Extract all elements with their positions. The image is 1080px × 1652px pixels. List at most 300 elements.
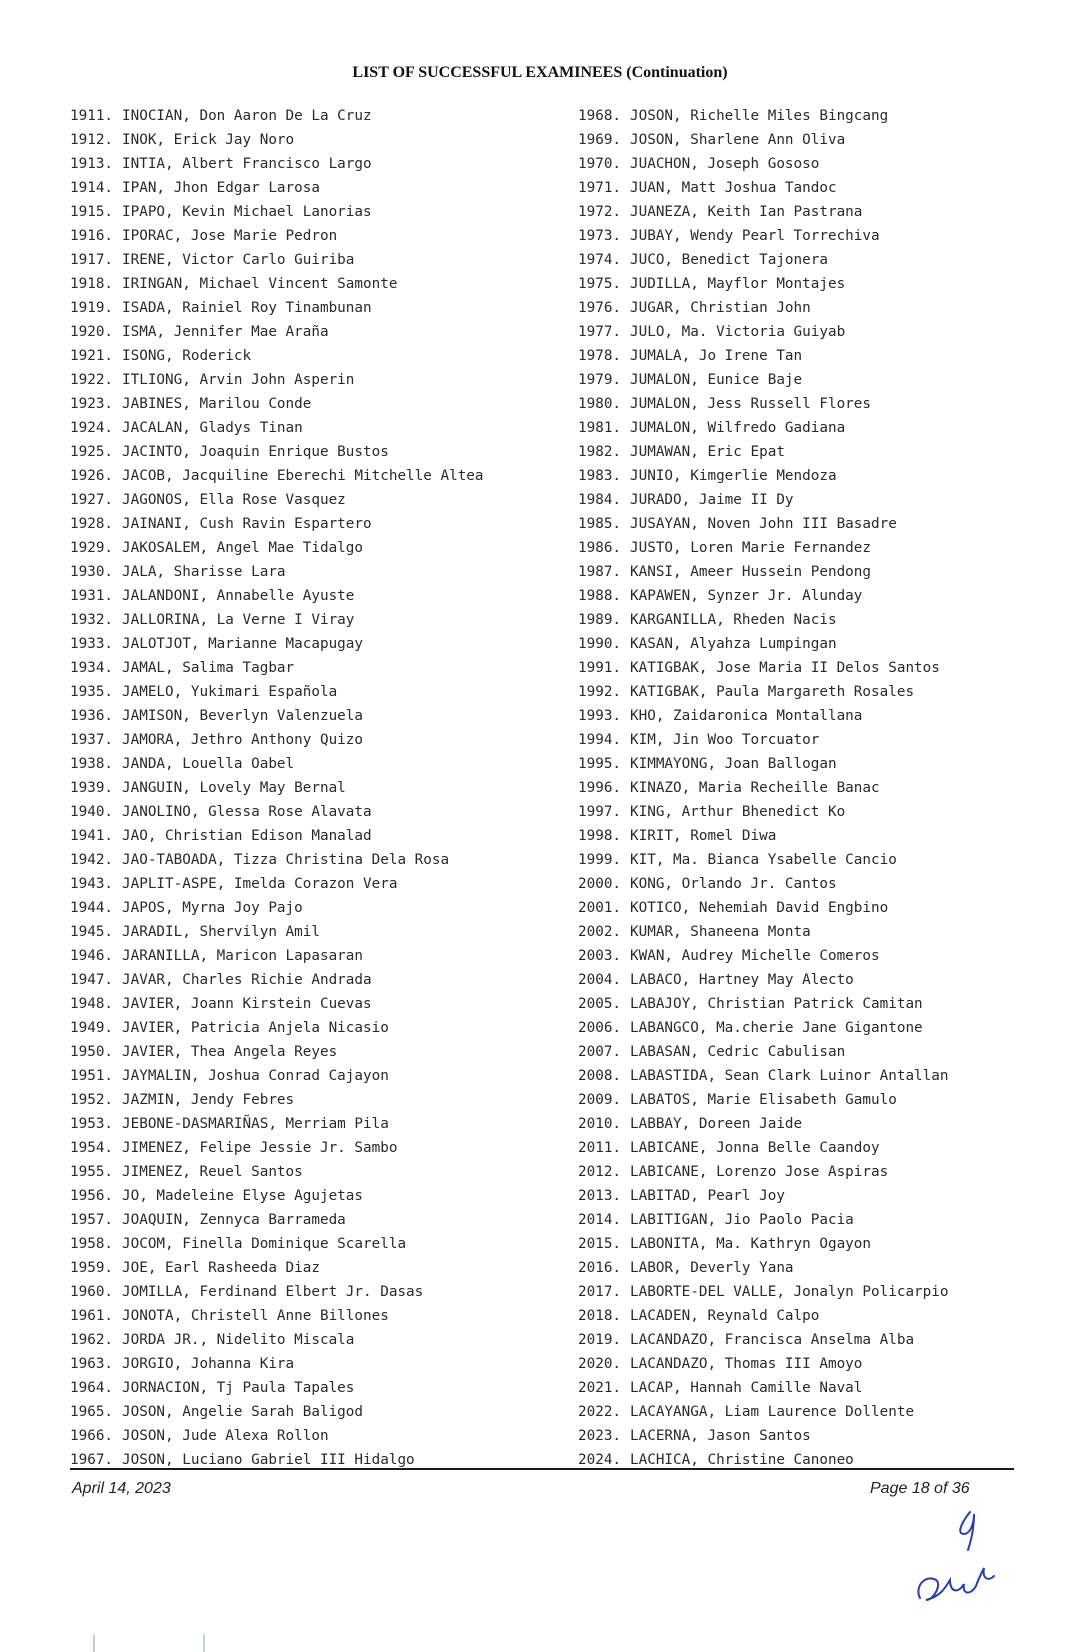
examinee-entry — [70, 416, 484, 440]
examinee-name: ISADA, Rainiel Roy Tinambunan — [122, 300, 372, 316]
examinee-entry — [70, 248, 484, 272]
examinee-name: JAKOSALEM, Angel Mae Tidalgo — [122, 540, 364, 556]
examinee-entry — [578, 1232, 948, 1256]
examinee-name: JAMORA, Jethro Anthony Quizo — [122, 732, 364, 748]
examinee-name: LABICANE, Jonna Belle Caandoy — [630, 1140, 880, 1156]
examinee-number: 2007. — [578, 1044, 622, 1060]
examinee-number: 2000. — [578, 876, 622, 892]
examinee-number: 2009. — [578, 1092, 622, 1108]
examinee-name: LABONITA, Ma. Kathryn Ogayon — [630, 1236, 872, 1252]
examinee-number: 1984. — [578, 492, 622, 508]
examinee-name: JORNACION, Tj Paula Tapales — [122, 1380, 355, 1396]
examinee-entry — [70, 392, 484, 416]
examinee-number: 1971. — [578, 180, 622, 196]
examinee-number: 1921. — [70, 348, 114, 364]
examinee-entry — [70, 848, 484, 872]
examinee-name: KIRIT, Romel Diwa — [630, 828, 777, 844]
examinee-name: KIT, Ma. Bianca Ysabelle Cancio — [630, 852, 897, 868]
examinee-number: 1944. — [70, 900, 114, 916]
examinee-name: JOSON, Luciano Gabriel III Hidalgo — [122, 1452, 415, 1468]
examinee-entry — [578, 248, 948, 272]
examinee-number: 1932. — [70, 612, 114, 628]
examinee-entry — [70, 296, 484, 320]
examinee-name: JABINES, Marilou Conde — [122, 396, 312, 412]
examinee-number: 1929. — [70, 540, 114, 556]
examinee-name: IRENE, Victor Carlo Guiriba — [122, 252, 355, 268]
examinee-number: 1922. — [70, 372, 114, 388]
examinee-number: 1987. — [578, 564, 622, 580]
examinee-number: 1968. — [578, 108, 622, 124]
examinee-list-left — [70, 104, 484, 1472]
examinee-number: 1931. — [70, 588, 114, 604]
examinee-name: JAVAR, Charles Richie Andrada — [122, 972, 372, 988]
examinee-entry — [578, 1352, 948, 1376]
examinee-entry — [578, 1376, 948, 1400]
examinee-number: 1965. — [70, 1404, 114, 1420]
examinee-entry — [578, 1040, 948, 1064]
examinee-entry — [578, 824, 948, 848]
examinee-number: 1925. — [70, 444, 114, 460]
examinee-entry — [578, 656, 948, 680]
examinee-number: 1979. — [578, 372, 622, 388]
examinee-number: 1920. — [70, 324, 114, 340]
examinee-entry — [70, 800, 484, 824]
examinee-name: INTIA, Albert Francisco Largo — [122, 156, 372, 172]
examinee-name: JAMISON, Beverlyn Valenzuela — [122, 708, 364, 724]
examinee-name: KATIGBAK, Paula Margareth Rosales — [630, 684, 915, 700]
examinee-number: 1917. — [70, 252, 114, 268]
examinee-number: 1918. — [70, 276, 114, 292]
examinee-name: JUBAY, Wendy Pearl Torrechiva — [630, 228, 880, 244]
examinee-name: JARADIL, Shervilyn Amil — [122, 924, 320, 940]
examinee-entry — [70, 1208, 484, 1232]
examinee-entry — [70, 536, 484, 560]
examinee-number: 2005. — [578, 996, 622, 1012]
examinee-name: INOCIAN, Don Aaron De La Cruz — [122, 108, 372, 124]
examinee-number: 1995. — [578, 756, 622, 772]
examinee-name: LABITIGAN, Jio Paolo Pacia — [630, 1212, 854, 1228]
examinee-entry — [578, 896, 948, 920]
examinee-entry — [578, 344, 948, 368]
examinee-entry — [578, 224, 948, 248]
examinee-name: JUMALON, Wilfredo Gadiana — [630, 420, 846, 436]
examinee-entry — [578, 1208, 948, 1232]
examinee-name: JORDA JR., Nidelito Miscala — [122, 1332, 355, 1348]
examinee-entry — [70, 512, 484, 536]
initial-mark-signature — [918, 1568, 994, 1600]
examinee-name: JEBONE-DASMARIÑAS, Merriam Pila — [122, 1116, 389, 1132]
examinee-name: JIMENEZ, Felipe Jessie Jr. Sambo — [122, 1140, 398, 1156]
examinee-entry — [578, 920, 948, 944]
examinee-number: 1930. — [70, 564, 114, 580]
examinee-entry — [70, 584, 484, 608]
examinee-entry — [578, 152, 948, 176]
examinee-number: 1997. — [578, 804, 622, 820]
examinee-entry — [70, 1376, 484, 1400]
examinee-number: 2023. — [578, 1428, 622, 1444]
examinee-entry — [578, 1256, 948, 1280]
examinee-number: 1978. — [578, 348, 622, 364]
examinee-entry — [70, 488, 484, 512]
examinee-name: KING, Arthur Bhenedict Ko — [630, 804, 846, 820]
examinee-name: JAYMALIN, Joshua Conrad Cajayon — [122, 1068, 389, 1084]
examinee-entry — [578, 776, 948, 800]
examinee-number: 2008. — [578, 1068, 622, 1084]
examinee-number: 2024. — [578, 1452, 622, 1468]
examinee-entry — [70, 968, 484, 992]
examinee-name: LABANGCO, Ma.cherie Jane Gigantone — [630, 1020, 923, 1036]
examinee-number: 1936. — [70, 708, 114, 724]
examinee-number: 1956. — [70, 1188, 114, 1204]
examinee-number: 1991. — [578, 660, 622, 676]
examinee-number: 1949. — [70, 1020, 114, 1036]
examinee-number: 2006. — [578, 1020, 622, 1036]
examinee-name: JUGAR, Christian John — [630, 300, 811, 316]
examinee-entry — [578, 128, 948, 152]
examinee-number: 1961. — [70, 1308, 114, 1324]
examinee-list-right — [578, 104, 948, 1472]
examinee-name: JAVIER, Joann Kirstein Cuevas — [122, 996, 372, 1012]
examinee-name: LACAYANGA, Liam Laurence Dollente — [630, 1404, 915, 1420]
examinee-number: 1993. — [578, 708, 622, 724]
examinee-name: JUAN, Matt Joshua Tandoc — [630, 180, 837, 196]
examinee-name: INOK, Erick Jay Noro — [122, 132, 295, 148]
examinee-number: 1937. — [70, 732, 114, 748]
examinee-number: 1973. — [578, 228, 622, 244]
examinee-name: JULO, Ma. Victoria Guiyab — [630, 324, 846, 340]
examinee-entry — [578, 1016, 948, 1040]
examinee-name: JUDILLA, Mayflor Montajes — [630, 276, 846, 292]
examinee-entry — [578, 608, 948, 632]
examinee-entry — [70, 320, 484, 344]
examinee-number: 1983. — [578, 468, 622, 484]
examinee-name: JARANILLA, Maricon Lapasaran — [122, 948, 364, 964]
examinee-entry — [578, 704, 948, 728]
examinee-entry — [578, 1160, 948, 1184]
examinee-number: 2012. — [578, 1164, 622, 1180]
examinee-number: 1934. — [70, 660, 114, 676]
examinee-name: LABOR, Deverly Yana — [630, 1260, 794, 1276]
examinee-number: 2010. — [578, 1116, 622, 1132]
examinee-name: KIMMAYONG, Joan Ballogan — [630, 756, 837, 772]
examinee-name: LABASAN, Cedric Cabulisan — [630, 1044, 846, 1060]
examinee-name: JACINTO, Joaquin Enrique Bustos — [122, 444, 389, 460]
examinee-name: IPORAC, Jose Marie Pedron — [122, 228, 338, 244]
page-title: LIST OF SUCCESSFUL EXAMINEES (Continuation) — [352, 64, 728, 81]
examinee-entry — [578, 1136, 948, 1160]
examinee-number: 1943. — [70, 876, 114, 892]
examinee-name: JOSON, Jude Alexa Rollon — [122, 1428, 329, 1444]
examinee-entry — [70, 1400, 484, 1424]
examinee-entry — [70, 1256, 484, 1280]
examinee-name: JAO, Christian Edison Manalad — [122, 828, 372, 844]
examinee-name: LABORTE-DEL VALLE, Jonalyn Policarpio — [630, 1284, 949, 1300]
examinee-number: 2014. — [578, 1212, 622, 1228]
examinee-number: 2003. — [578, 948, 622, 964]
examinee-number: 1967. — [70, 1452, 114, 1468]
examinee-name: LABITAD, Pearl Joy — [630, 1188, 785, 1204]
examinee-entry — [578, 728, 948, 752]
examinee-name: JORGIO, Johanna Kira — [122, 1356, 295, 1372]
examinee-entry — [70, 224, 484, 248]
examinee-number: 2002. — [578, 924, 622, 940]
examinee-number: 1933. — [70, 636, 114, 652]
examinee-number: 1919. — [70, 300, 114, 316]
examinee-entry — [578, 296, 948, 320]
handwritten-initials — [912, 1500, 1042, 1620]
examinee-entry — [70, 128, 484, 152]
examinee-entry — [578, 392, 948, 416]
examinee-name: JAMELO, Yukimari Española — [122, 684, 338, 700]
examinee-entry — [578, 200, 948, 224]
examinee-number: 2013. — [578, 1188, 622, 1204]
examinee-number: 1989. — [578, 612, 622, 628]
examinee-name: JAGONOS, Ella Rose Vasquez — [122, 492, 346, 508]
examinee-name: JIMENEZ, Reuel Santos — [122, 1164, 303, 1180]
examinee-entry — [70, 1136, 484, 1160]
examinee-number: 1958. — [70, 1236, 114, 1252]
examinee-name: KASAN, Alyahza Lumpingan — [630, 636, 837, 652]
examinee-name: KINAZO, Maria Recheille Banac — [630, 780, 880, 796]
examinee-name: JUANEZA, Keith Ian Pastrana — [630, 204, 863, 220]
examinee-entry — [70, 944, 484, 968]
examinee-entry — [70, 1352, 484, 1376]
examinee-name: JUCO, Benedict Tajonera — [630, 252, 828, 268]
examinee-number: 1999. — [578, 852, 622, 868]
examinee-name: JUMALON, Jess Russell Flores — [630, 396, 872, 412]
examinee-entry — [578, 680, 948, 704]
examinee-number: 1970. — [578, 156, 622, 172]
examinee-entry — [578, 1400, 948, 1424]
examinee-name: LACERNA, Jason Santos — [630, 1428, 811, 1444]
examinee-name: JUACHON, Joseph Gososo — [630, 156, 820, 172]
examinee-name: JAO-TABOADA, Tizza Christina Dela Rosa — [122, 852, 450, 868]
examinee-entry — [70, 896, 484, 920]
examinee-entry — [578, 320, 948, 344]
examinee-entry — [70, 728, 484, 752]
examinee-entry — [578, 368, 948, 392]
examinee-name: JOCOM, Finella Dominique Scarella — [122, 1236, 407, 1252]
examinee-number: 1975. — [578, 276, 622, 292]
examinee-name: JUMAWAN, Eric Epat — [630, 444, 785, 460]
examinee-number: 2021. — [578, 1380, 622, 1396]
examinee-name: JANGUIN, Lovely May Bernal — [122, 780, 346, 796]
examinee-name: JAPOS, Myrna Joy Pajo — [122, 900, 303, 916]
examinee-number: 1941. — [70, 828, 114, 844]
examinee-number: 1946. — [70, 948, 114, 964]
examinee-number: 1992. — [578, 684, 622, 700]
examinee-entry — [70, 656, 484, 680]
examinee-name: JAMAL, Salima Tagbar — [122, 660, 295, 676]
examinee-number: 1911. — [70, 108, 114, 124]
examinee-entry — [70, 272, 484, 296]
examinee-entry — [578, 632, 948, 656]
examinee-name: JALOTJOT, Marianne Macapugay — [122, 636, 364, 652]
examinee-entry — [70, 776, 484, 800]
examinee-name: JOAQUIN, Zennyca Barrameda — [122, 1212, 346, 1228]
examinee-entry — [70, 1304, 484, 1328]
examinee-entry — [578, 416, 948, 440]
examinee-name: JUMALA, Jo Irene Tan — [630, 348, 803, 364]
examinee-name: LACHICA, Christine Canoneo — [630, 1452, 854, 1468]
examinee-entry — [70, 1424, 484, 1448]
examinee-number: 1962. — [70, 1332, 114, 1348]
examinee-entry — [578, 944, 948, 968]
examinee-entry — [578, 752, 948, 776]
examinee-name: JO, Madeleine Elyse Agujetas — [122, 1188, 364, 1204]
examinee-entry — [70, 152, 484, 176]
examinee-number: 1914. — [70, 180, 114, 196]
examinee-name: JALA, Sharisse Lara — [122, 564, 286, 580]
examinee-name: LABASTIDA, Sean Clark Luinor Antallan — [630, 1068, 949, 1084]
examinee-name: JANOLINO, Glessa Rose Alavata — [122, 804, 372, 820]
examinee-name: JOSON, Angelie Sarah Baligod — [122, 1404, 364, 1420]
examinee-entry — [578, 1280, 948, 1304]
examinee-entry — [70, 632, 484, 656]
examinee-number: 1972. — [578, 204, 622, 220]
examinee-entry — [70, 872, 484, 896]
examinee-number: 2011. — [578, 1140, 622, 1156]
examinee-entry — [70, 104, 484, 128]
examinee-number: 1954. — [70, 1140, 114, 1156]
examinee-name: KARGANILLA, Rheden Nacis — [630, 612, 837, 628]
examinee-name: JALANDONI, Annabelle Ayuste — [122, 588, 355, 604]
examinee-number: 1938. — [70, 756, 114, 772]
examinee-name: JUNIO, Kimgerlie Mendoza — [630, 468, 837, 484]
examinee-entry — [70, 608, 484, 632]
examinee-name: JUMALON, Eunice Baje — [630, 372, 803, 388]
examinee-entry — [70, 1232, 484, 1256]
examinee-entry — [578, 512, 948, 536]
examinee-number: 1957. — [70, 1212, 114, 1228]
examinee-name: JOMILLA, Ferdinand Elbert Jr. Dasas — [122, 1284, 424, 1300]
examinee-name: LABICANE, Lorenzo Jose Aspiras — [630, 1164, 889, 1180]
examinee-number: 1953. — [70, 1116, 114, 1132]
examinee-name: IPAPO, Kevin Michael Lanorias — [122, 204, 372, 220]
examinee-name: LACAP, Hannah Camille Naval — [630, 1380, 863, 1396]
examinee-number: 1985. — [578, 516, 622, 532]
footer-date: April 14, 2023 — [72, 1480, 171, 1497]
examinee-name: JONOTA, Christell Anne Billones — [122, 1308, 389, 1324]
examinee-entry — [70, 176, 484, 200]
examinee-number: 1969. — [578, 132, 622, 148]
examinee-number: 2004. — [578, 972, 622, 988]
examinee-entry — [578, 584, 948, 608]
examinee-number: 1924. — [70, 420, 114, 436]
examinee-number: 1913. — [70, 156, 114, 172]
examinee-entry — [70, 1040, 484, 1064]
examinee-name: JOE, Earl Rasheeda Diaz — [122, 1260, 320, 1276]
examinee-name: LACADEN, Reynald Calpo — [630, 1308, 820, 1324]
examinee-number: 1988. — [578, 588, 622, 604]
examinee-entry — [70, 1160, 484, 1184]
examinee-name: KATIGBAK, Jose Maria II Delos Santos — [630, 660, 940, 676]
page-number: Page 18 of 36 — [870, 1480, 970, 1497]
examinee-number: 1998. — [578, 828, 622, 844]
examinee-number: 1923. — [70, 396, 114, 412]
examinee-entry — [70, 1088, 484, 1112]
examinee-number: 1935. — [70, 684, 114, 700]
examinee-entry — [578, 872, 948, 896]
examinee-number: 2019. — [578, 1332, 622, 1348]
examinee-number: 1955. — [70, 1164, 114, 1180]
scan-artifact-marks — [0, 1630, 300, 1652]
examinee-name: KIM, Jin Woo Torcuator — [630, 732, 820, 748]
examinee-entry — [578, 1304, 948, 1328]
examinee-name: JURADO, Jaime II Dy — [630, 492, 794, 508]
examinee-entry — [70, 368, 484, 392]
examinee-name: JUSAYAN, Noven John III Basadre — [630, 516, 897, 532]
examinee-name: JAPLIT-ASPE, Imelda Corazon Vera — [122, 876, 398, 892]
examinee-number: 1994. — [578, 732, 622, 748]
examinee-name: IRINGAN, Michael Vincent Samonte — [122, 276, 398, 292]
examinee-entry — [70, 1328, 484, 1352]
examinee-entry — [578, 272, 948, 296]
examinee-number: 2016. — [578, 1260, 622, 1276]
examinee-name: JACOB, Jacquiline Eberechi Mitchelle Altea — [122, 468, 484, 484]
examinee-number: 1990. — [578, 636, 622, 652]
examinee-name: JUSTO, Loren Marie Fernandez — [630, 540, 872, 556]
examinee-entry — [578, 848, 948, 872]
examinee-name: JAVIER, Patricia Anjela Nicasio — [122, 1020, 389, 1036]
examinee-entry — [578, 1064, 948, 1088]
footer-divider — [70, 1468, 1014, 1470]
examinee-entry — [70, 752, 484, 776]
examinee-name: JAINANI, Cush Ravin Espartero — [122, 516, 372, 532]
examinee-number: 1952. — [70, 1092, 114, 1108]
examinee-number: 2001. — [578, 900, 622, 916]
examinee-name: JACALAN, Gladys Tinan — [122, 420, 303, 436]
examinee-name: LABACO, Hartney May Alecto — [630, 972, 854, 988]
examinee-name: ITLIONG, Arvin John Asperin — [122, 372, 355, 388]
examinee-entry — [70, 200, 484, 224]
examinee-entry — [578, 992, 948, 1016]
examinee-name: ISONG, Roderick — [122, 348, 252, 364]
examinee-entry — [70, 680, 484, 704]
examinee-number: 1966. — [70, 1428, 114, 1444]
examinee-name: LACANDAZO, Francisca Anselma Alba — [630, 1332, 915, 1348]
examinee-number: 2017. — [578, 1284, 622, 1300]
examinee-entry — [578, 1112, 948, 1136]
examinee-name: JOSON, Sharlene Ann Oliva — [630, 132, 846, 148]
examinee-number: 1951. — [70, 1068, 114, 1084]
examinee-name: KWAN, Audrey Michelle Comeros — [630, 948, 880, 964]
examinee-number: 1950. — [70, 1044, 114, 1060]
examinee-name: LACANDAZO, Thomas III Amoyo — [630, 1356, 863, 1372]
examinee-number: 1927. — [70, 492, 114, 508]
examinee-name: KUMAR, Shaneena Monta — [630, 924, 811, 940]
examinee-entry — [70, 1064, 484, 1088]
examinee-entry — [70, 1016, 484, 1040]
examinee-name: KHO, Zaidaronica Montallana — [630, 708, 863, 724]
examinee-number: 1996. — [578, 780, 622, 796]
examinee-number: 1912. — [70, 132, 114, 148]
examinee-name: LABAJOY, Christian Patrick Camitan — [630, 996, 923, 1012]
examinee-name: KANSI, Ameer Hussein Pendong — [630, 564, 872, 580]
examinee-number: 1986. — [578, 540, 622, 556]
examinee-entry — [70, 704, 484, 728]
examinee-entry — [70, 1112, 484, 1136]
examinee-name: JALLORINA, La Verne I Viray — [122, 612, 355, 628]
examinee-number: 1981. — [578, 420, 622, 436]
initial-mark-top — [960, 1512, 974, 1550]
examinee-name: KONG, Orlando Jr. Cantos — [630, 876, 837, 892]
examinee-number: 2015. — [578, 1236, 622, 1252]
examinee-entry — [70, 344, 484, 368]
examinee-entry — [578, 1424, 948, 1448]
examinee-entry — [70, 440, 484, 464]
examinee-entry — [578, 104, 948, 128]
